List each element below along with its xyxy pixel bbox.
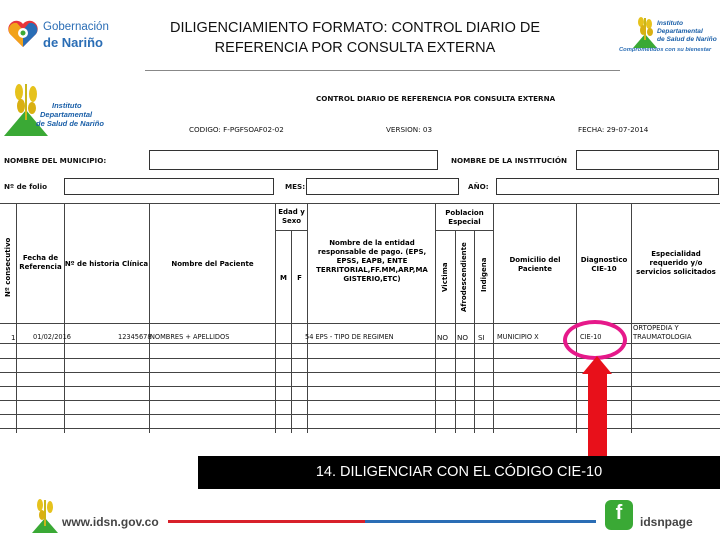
- folio-label: Nº de folio: [4, 182, 48, 191]
- municipio-field: [149, 150, 438, 170]
- cell-especialidad: ORTOPEDIA Y TRAUMATOLOGIA: [633, 324, 692, 341]
- form-codigo: CODIGO: F-PGFSOAF02-02: [189, 125, 284, 134]
- header-entidad: Nombre de la entidad responsable de pago. (EPS, EPSS, EAPB, ENTE TERRITORIAL,FF.MM,ARP,MA GISTERIO,ETC): [316, 239, 428, 283]
- idsn-header-line2: Departamental: [657, 28, 703, 35]
- header-historia: Nº de historia Clínica: [64, 260, 149, 268]
- page-title-line2: REFERENCIA POR CONSULTA EXTERNA: [214, 40, 496, 56]
- header-poblacion: Poblacion Especial: [445, 209, 484, 226]
- form-logo-line2: Departamental: [40, 110, 93, 119]
- header-edad-sexo: Edad y Sexo: [278, 208, 305, 225]
- institucion-field: [576, 150, 719, 170]
- cell-entidad: 54 EPS - TIPO DE REGIMEN: [305, 333, 394, 341]
- header-fecha-referencia: Fecha de Referencia: [19, 254, 62, 271]
- footer-wheat-logo-icon: [30, 496, 60, 534]
- header-consecutivo: Nº consecutivo: [4, 237, 12, 297]
- municipio-label: NOMBRE DEL MUNICIPIO:: [4, 156, 107, 165]
- header-afrodescendiente: Afrodescendiente: [460, 242, 468, 312]
- form-logo-line1: Instituto: [52, 101, 82, 110]
- mes-label: MES:: [285, 182, 306, 191]
- header-diagnostico: Diagnostico CIE-10: [580, 256, 628, 273]
- header-indigena: Indigena: [480, 257, 488, 292]
- form-image: [0, 80, 720, 433]
- header-especialidad: Especialidad requerido y/o servicios solicitados: [636, 250, 716, 276]
- header-domicilio: Domicilio del Paciente: [509, 256, 561, 273]
- gobernacion-logo: [6, 16, 116, 52]
- mes-field: [306, 178, 459, 195]
- gobernacion-line2: de Nariño: [43, 35, 103, 50]
- idsn-header-tagline: Comprometidos con su bienestar: [619, 47, 712, 53]
- institucion-label: NOMBRE DE LA INSTITUCIÓN: [451, 156, 567, 165]
- cell-victima: NO: [437, 333, 449, 342]
- header-victima: Victima: [441, 262, 449, 292]
- ano-field: [496, 178, 719, 195]
- cell-paciente: NOMBRES + APELLIDOS: [150, 333, 230, 341]
- header-f: F: [297, 274, 302, 282]
- header-paciente: Nombre del Paciente: [171, 260, 254, 268]
- facebook-icon-glyph: f: [615, 502, 623, 524]
- footer-website[interactable]: www.idsn.gov.co: [62, 515, 159, 529]
- idsn-logo-header: [615, 8, 720, 56]
- heart-logo-icon: [6, 16, 40, 50]
- form-wheat-logo-icon: [4, 80, 50, 138]
- wheat-logo-icon: [631, 12, 659, 50]
- form-logo-line3: de Salud de Nariño: [36, 119, 104, 128]
- facebook-icon[interactable]: [605, 500, 633, 530]
- ano-label: AÑO:: [468, 182, 489, 191]
- cell-domicilio: MUNICIPIO X: [497, 333, 539, 341]
- idsn-header-line3: de Salud de Nariño: [657, 36, 717, 43]
- idsn-header-line1: Instituto: [657, 20, 684, 27]
- cell-afro: NO: [457, 333, 469, 342]
- form-title: CONTROL DIARIO DE REFERENCIA POR CONSULTA EXTERNA: [316, 94, 556, 103]
- cell-diagnostico: CIE-10: [580, 333, 602, 341]
- cell-historia: 12345678: [118, 333, 152, 341]
- cell-indigena: SI: [478, 333, 485, 342]
- cell-fecha: 01/02/2016: [33, 333, 72, 341]
- cell-consecutivo: 1: [11, 333, 16, 342]
- gobernacion-line1: Gobernación: [43, 21, 109, 33]
- form-fecha: FECHA: 29-07-2014: [578, 125, 649, 134]
- instruction-text: 14. DILIGENCIAR CON EL CÓDIGO CIE-10: [315, 464, 603, 480]
- arrow-shaft: [588, 372, 607, 458]
- footer-divider: [168, 520, 596, 523]
- header-m: M: [280, 274, 287, 282]
- footer-facebook[interactable]: idsnpage: [640, 515, 693, 529]
- title-divider: [145, 70, 620, 71]
- folio-field: [64, 178, 274, 195]
- page-title-line1: DILIGENCIAMIENTO FORMATO: CONTROL DIARIO DE: [169, 20, 541, 36]
- page-title: [140, 18, 570, 58]
- highlight-ellipse: [563, 320, 627, 360]
- form-version: VERSION: 03: [386, 125, 433, 134]
- instruction-banner: [198, 456, 720, 489]
